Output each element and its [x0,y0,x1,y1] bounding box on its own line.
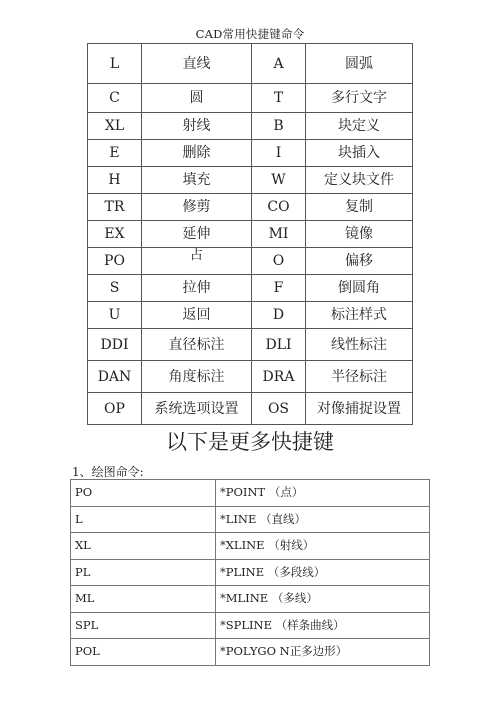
table-cell: 填充 [142,167,252,194]
table-cell: MI [252,221,306,248]
table-row [71,612,430,639]
table-cell-text: 占 [189,248,203,263]
table-cell: L [88,44,142,84]
table-cell: T [252,84,306,113]
table-cell: 块插入 [306,140,413,167]
table-cell: 偏移 [306,248,413,275]
table-row [88,248,413,275]
table-cell: 线性标注 [306,329,413,361]
table-cell: 修剪 [142,194,252,221]
table-cell: U [88,302,142,329]
table-cell: TR [88,194,142,221]
table-cell [142,248,252,275]
table-cell: DRA [252,361,306,393]
table-cell: 系统选项设置 [142,393,252,425]
table-cell: 半径标注 [306,361,413,393]
command-key: SPL [71,612,216,639]
table-cell: PO [88,248,142,275]
table-cell: DLI [252,329,306,361]
table-cell: O [252,248,306,275]
table-row [71,559,430,586]
table-row [88,140,413,167]
table-row [71,639,430,666]
table-cell: 延伸 [142,221,252,248]
table-cell: 复制 [306,194,413,221]
table-cell: 倒圆角 [306,275,413,302]
table-row [88,167,413,194]
document-title: CAD常用快捷键命令 [195,27,305,41]
table-cell: H [88,167,142,194]
table-cell: 直线 [142,44,252,84]
table-cell: F [252,275,306,302]
table-row [88,113,413,140]
table-cell: 删除 [142,140,252,167]
table-cell: 返回 [142,302,252,329]
table-cell: 射线 [142,113,252,140]
table-cell: DDI [88,329,142,361]
command-desc: *PLINE （多段线） [216,559,430,586]
table-cell: A [252,44,306,84]
table-row [88,361,413,393]
command-key: ML [71,586,216,613]
table-row [88,393,413,425]
table-cell: E [88,140,142,167]
table-row [71,586,430,613]
table-cell: 拉伸 [142,275,252,302]
command-desc: *POINT （点） [216,480,430,507]
command-desc: *LINE （直线） [216,506,430,533]
shortcut-table [87,43,413,425]
table-cell: 多行文字 [306,84,413,113]
table-cell: 块定义 [306,113,413,140]
section-heading: 以下是更多快捷键 [166,430,334,454]
command-desc: *MLINE （多线） [216,586,430,613]
command-key: POL [71,639,216,666]
table-row [88,329,413,361]
table-row [88,84,413,113]
table-row [71,533,430,560]
table-row [71,506,430,533]
table-cell: XL [88,113,142,140]
table-cell: C [88,84,142,113]
table-row [71,480,430,507]
command-key: PL [71,559,216,586]
section-label: 1、绘图命令: [72,465,144,479]
command-key: XL [71,533,216,560]
table-cell: 标注样式 [306,302,413,329]
command-desc: *XLINE （射线） [216,533,430,560]
table-cell: S [88,275,142,302]
table-cell: OS [252,393,306,425]
table-row [88,275,413,302]
draw-command-table [70,479,430,666]
table-cell: DAN [88,361,142,393]
table-cell: 定义块文件 [306,167,413,194]
table-row [88,302,413,329]
table-cell: 直径标注 [142,329,252,361]
table-cell: CO [252,194,306,221]
table-cell: D [252,302,306,329]
command-desc: *SPLINE （样条曲线） [216,612,430,639]
table-cell: W [252,167,306,194]
table-cell: 圆 [142,84,252,113]
table-cell: 对像捕捉设置 [306,393,413,425]
table-cell: EX [88,221,142,248]
table-cell: OP [88,393,142,425]
table-cell: B [252,113,306,140]
table-cell: 圆弧 [306,44,413,84]
table-row [88,44,413,84]
table-cell: 镜像 [306,221,413,248]
command-key: L [71,506,216,533]
table-row [88,221,413,248]
table-cell: I [252,140,306,167]
command-desc: *POLYGO N正多边形） [216,639,430,666]
table-cell: 角度标注 [142,361,252,393]
command-key: PO [71,480,216,507]
table-row [88,194,413,221]
